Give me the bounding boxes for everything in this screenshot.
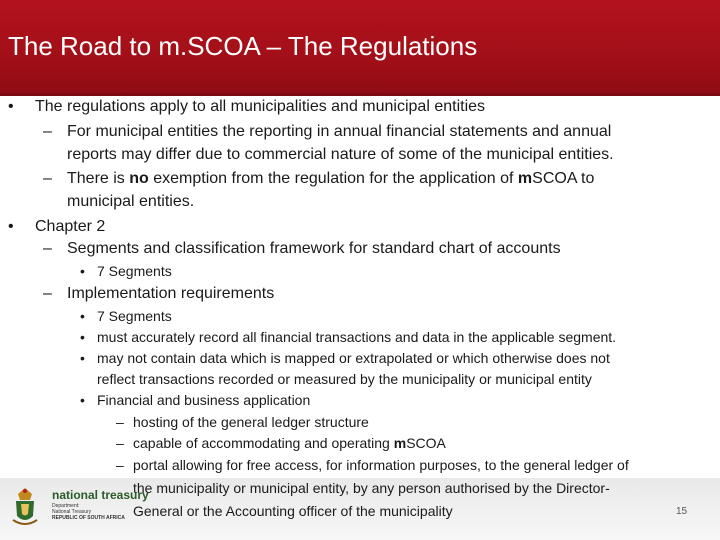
logo-wordmark: national treasury xyxy=(52,488,149,502)
logo-subtext-line: National Treasury xyxy=(52,509,92,515)
text-run: capable of accommodating and operating xyxy=(133,435,394,451)
item-text-cont: reflect transactions recorded or measured by the municipality or municipal entity xyxy=(97,371,592,387)
bullet-marker: • xyxy=(8,218,14,235)
sub-bullet-text: Segments and classification framework for standard chart of accounts xyxy=(67,240,561,257)
item-text: 7 Segments xyxy=(97,263,172,279)
sub-bullet-text-cont: municipal entities. xyxy=(67,193,195,210)
bullet-marker: • xyxy=(80,329,85,345)
text-run: SCOA xyxy=(406,435,446,451)
slide-title: The Road to m.SCOA – The Regulations xyxy=(8,31,478,61)
sub-bullet-text xyxy=(67,170,594,188)
text-run-bold: m xyxy=(393,435,407,451)
coat-of-arms-icon xyxy=(10,486,40,528)
sub-bullet-text: For municipal entities the reporting in annual financial statements and annual xyxy=(67,123,612,140)
dash-marker: – xyxy=(43,285,52,302)
sub-item-text: hosting of the general ledger structure xyxy=(133,414,369,430)
sub-item-text-cont: the municipality or municipal entity, by any person authorised by the Director- xyxy=(133,480,610,496)
item-text: 7 Segments xyxy=(97,308,172,324)
text-run: exemption from the regulation for the application of xyxy=(148,170,518,187)
bullet-marker: • xyxy=(8,98,14,115)
text-run: There is xyxy=(67,170,130,187)
sub-bullet-text-cont: reports may differ due to commercial nature of some of the municipal entities. xyxy=(67,146,614,163)
logo-subtext xyxy=(52,503,125,521)
logo-subtext-line: REPUBLIC OF SOUTH AFRICA xyxy=(52,515,125,521)
dash-marker: – xyxy=(43,123,52,140)
sub-bullet-text: Implementation requirements xyxy=(67,285,275,302)
item-text: Financial and business application xyxy=(97,392,311,408)
logo-subtext-line: Department: xyxy=(52,503,80,509)
sub-item-text xyxy=(133,435,446,451)
dash-marker: – xyxy=(43,170,52,187)
bullet-marker: • xyxy=(80,263,85,279)
bullet-text: The regulations apply to all municipalities and municipal entities xyxy=(35,98,486,115)
dash-marker: – xyxy=(116,457,124,473)
sub-item-text: portal allowing for free access, for information purposes, to the general ledger of xyxy=(133,457,629,473)
dash-marker: – xyxy=(116,435,124,451)
page-number: 15 xyxy=(676,506,688,517)
bullet-marker: • xyxy=(80,392,85,408)
sub-item-text-cont: General or the Accounting officer of the municipality xyxy=(133,503,453,519)
text-run-bold: no xyxy=(129,170,149,187)
bullet-marker: • xyxy=(80,350,85,366)
bullet-text: Chapter 2 xyxy=(35,218,106,235)
dash-marker: – xyxy=(116,414,124,430)
item-text: must accurately record all financial transactions and data in the applicable segment. xyxy=(97,329,617,345)
item-text: may not contain data which is mapped or extrapolated or which otherwise does not xyxy=(97,350,610,366)
bullet-marker: • xyxy=(80,308,85,324)
text-run-bold: m xyxy=(517,170,533,187)
dash-marker: – xyxy=(43,240,52,257)
text-run: SCOA to xyxy=(532,170,595,187)
